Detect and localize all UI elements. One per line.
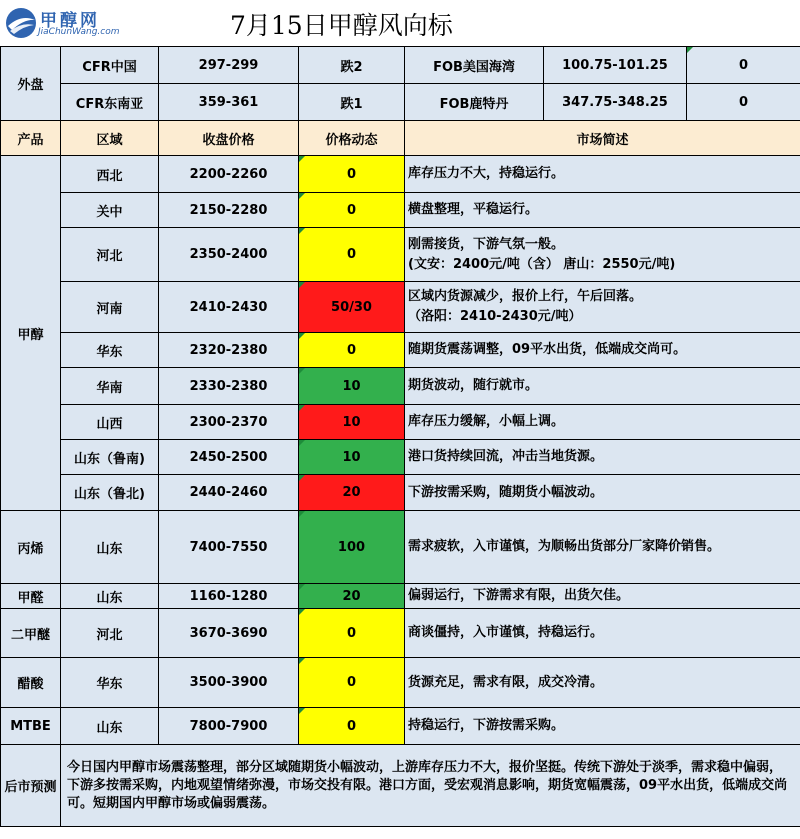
external-price: 359-361 xyxy=(159,84,299,121)
region-cell: 山东 xyxy=(61,511,159,584)
price-cell: 1160-1280 xyxy=(159,584,299,609)
forecast-label: 后市预测 xyxy=(1,745,61,827)
forecast-text: 今日国内甲醇市场震荡整理，部分区域随期货小幅波动，上游库存压力不大，报价坚挺。传统下游处于淡季，需求稳中偏弱，下游多按需采购，内地观望情绪弥漫，市场交投有限。港口方面，受宏观消息影响，期货宽幅震荡，09平水出货，低端成交尚可。短期国内甲醇市场或偏弱震荡。 xyxy=(61,745,800,827)
price-cell: 2300-2370 xyxy=(159,405,299,440)
desc-line: 库存压力不大，持稳运行。 xyxy=(408,166,565,181)
external-price: 297-299 xyxy=(159,47,299,84)
desc-line: 库存压力缓解，小幅上调。 xyxy=(408,414,565,429)
desc-cell xyxy=(405,609,800,658)
region-cell: 华东 xyxy=(61,658,159,708)
logo-icon xyxy=(4,6,38,40)
desc-line: 下游按需采购，随期货小幅波动。 xyxy=(408,484,604,500)
desc-cell xyxy=(405,708,800,745)
desc-line: 偏弱运行，下游需求有限，出货欠佳。 xyxy=(408,588,630,603)
header-price: 收盘价格 xyxy=(159,121,299,156)
logo-url: JiaChunWang.com xyxy=(38,27,120,37)
desc-cell xyxy=(405,368,800,405)
region-cell: 河北 xyxy=(61,609,159,658)
logo-brand: 甲醇网 xyxy=(40,11,100,31)
header-desc: 市场简述 xyxy=(405,121,800,156)
region-cell: 西北 xyxy=(61,156,159,193)
product-row xyxy=(1,193,800,228)
price-cell: 2150-2280 xyxy=(159,193,299,228)
change-cell: 0 xyxy=(299,228,405,282)
price-cell: 2350-2400 xyxy=(159,228,299,282)
desc-line: 期货波动，随行就市。 xyxy=(408,378,539,393)
price-cell: 2410-2430 xyxy=(159,282,299,333)
product-row xyxy=(1,282,800,333)
header-change: 价格动态 xyxy=(299,121,405,156)
desc-cell xyxy=(405,405,800,440)
desc-cell xyxy=(405,584,800,609)
price-cell: 2330-2380 xyxy=(159,368,299,405)
price-cell: 2320-2380 xyxy=(159,333,299,368)
change-cell: 0 xyxy=(299,609,405,658)
change-cell: 0 xyxy=(299,708,405,745)
region-cell: 河北 xyxy=(61,228,159,282)
change-cell: 0 xyxy=(299,333,405,368)
desc-line: 需求疲软，入市谨慎，为顺畅出货部分厂家降价销售。 xyxy=(408,539,721,554)
product-row xyxy=(1,440,800,475)
region-cell: 关中 xyxy=(61,193,159,228)
change-cell: 0 xyxy=(299,156,405,193)
price-cell: 7800-7900 xyxy=(159,708,299,745)
price-cell: 2450-2500 xyxy=(159,440,299,475)
product-row xyxy=(1,658,800,708)
product-row xyxy=(1,708,800,745)
external-change: 跌2 xyxy=(299,47,405,84)
region-cell: 河南 xyxy=(61,282,159,333)
change-cell: 10 xyxy=(299,405,405,440)
desc-line: 刚需接货，下游气氛一般。 xyxy=(408,236,565,252)
header-region: 区域 xyxy=(61,121,159,156)
external-name: CFR东南亚 xyxy=(61,84,159,121)
desc-line: 持稳运行，下游按需采购。 xyxy=(408,718,565,733)
change-cell: 20 xyxy=(299,475,405,511)
product-row xyxy=(1,609,800,658)
external-name: FOB鹿特丹 xyxy=(405,84,544,121)
external-change: 跌1 xyxy=(299,84,405,121)
change-cell: 20 xyxy=(299,584,405,609)
desc-line: （洛阳：2410-2430元/吨） xyxy=(408,309,582,324)
change-cell: 10 xyxy=(299,368,405,405)
region-cell: 华东 xyxy=(61,333,159,368)
product-row xyxy=(1,228,800,282)
logo xyxy=(4,4,120,42)
external-price: 100.75-101.25 xyxy=(544,47,687,84)
desc-cell xyxy=(405,156,800,193)
external-name: CFR中国 xyxy=(61,47,159,84)
desc-cell xyxy=(405,658,800,708)
external-row xyxy=(1,84,800,121)
region-cell: 山东（鲁南) xyxy=(61,440,159,475)
product-name: 醋酸 xyxy=(1,658,61,708)
desc-cell xyxy=(405,440,800,475)
external-change: 0 xyxy=(687,84,800,121)
desc-cell xyxy=(405,193,800,228)
price-cell: 3500-3900 xyxy=(159,658,299,708)
price-cell: 7400-7550 xyxy=(159,511,299,584)
product-name: 甲醛 xyxy=(1,584,61,609)
product-name: MTBE xyxy=(1,708,61,745)
desc-line: 随期货震荡调整，09平水出货，低端成交尚可。 xyxy=(408,342,687,357)
change-cell: 100 xyxy=(299,511,405,584)
title-bar xyxy=(0,0,800,47)
quote-table xyxy=(0,46,800,827)
change-cell: 0 xyxy=(299,658,405,708)
forecast-row xyxy=(1,745,800,827)
product-name: 二甲醚 xyxy=(1,609,61,658)
price-cell: 2200-2260 xyxy=(159,156,299,193)
desc-line: 港口货持续回流，冲击当地货源。 xyxy=(408,449,604,464)
external-change: 0 xyxy=(687,47,800,84)
region-cell: 山东 xyxy=(61,708,159,745)
column-header-row xyxy=(1,121,800,156)
external-row xyxy=(1,47,800,84)
desc-cell xyxy=(405,475,800,511)
desc-line: 货源充足，需求有限，成交冷清。 xyxy=(408,674,604,690)
product-name: 甲醇 xyxy=(1,156,61,511)
desc-cell xyxy=(405,333,800,368)
desc-cell xyxy=(405,511,800,584)
product-row xyxy=(1,511,800,584)
desc-line: (文安：2400元/吨（含） 唐山：2550元/吨) xyxy=(408,256,676,272)
desc-cell xyxy=(405,282,800,333)
price-cell: 3670-3690 xyxy=(159,609,299,658)
region-cell: 山东 xyxy=(61,584,159,609)
product-row xyxy=(1,156,800,193)
page-title: 7月15日甲醇风向标 xyxy=(230,11,453,40)
change-cell: 10 xyxy=(299,440,405,475)
region-cell: 山西 xyxy=(61,405,159,440)
change-cell: 50/30 xyxy=(299,282,405,333)
product-row xyxy=(1,584,800,609)
product-name: 丙烯 xyxy=(1,511,61,584)
desc-cell xyxy=(405,228,800,282)
price-cell: 2440-2460 xyxy=(159,475,299,511)
external-price: 347.75-348.25 xyxy=(544,84,687,121)
product-row xyxy=(1,333,800,368)
region-cell: 山东（鲁北) xyxy=(61,475,159,511)
change-cell: 0 xyxy=(299,193,405,228)
desc-line: 横盘整理，平稳运行。 xyxy=(408,202,539,217)
product-row xyxy=(1,475,800,511)
desc-line: 区域内货源减少，报价上行，午后回落。 xyxy=(408,289,643,304)
product-row xyxy=(1,405,800,440)
header-product: 产品 xyxy=(1,121,61,156)
region-cell: 华南 xyxy=(61,368,159,405)
product-row xyxy=(1,368,800,405)
desc-line: 商谈僵持，入市谨慎，持稳运行。 xyxy=(408,625,604,640)
external-name: FOB美国海湾 xyxy=(405,47,544,84)
external-label: 外盘 xyxy=(1,47,61,121)
